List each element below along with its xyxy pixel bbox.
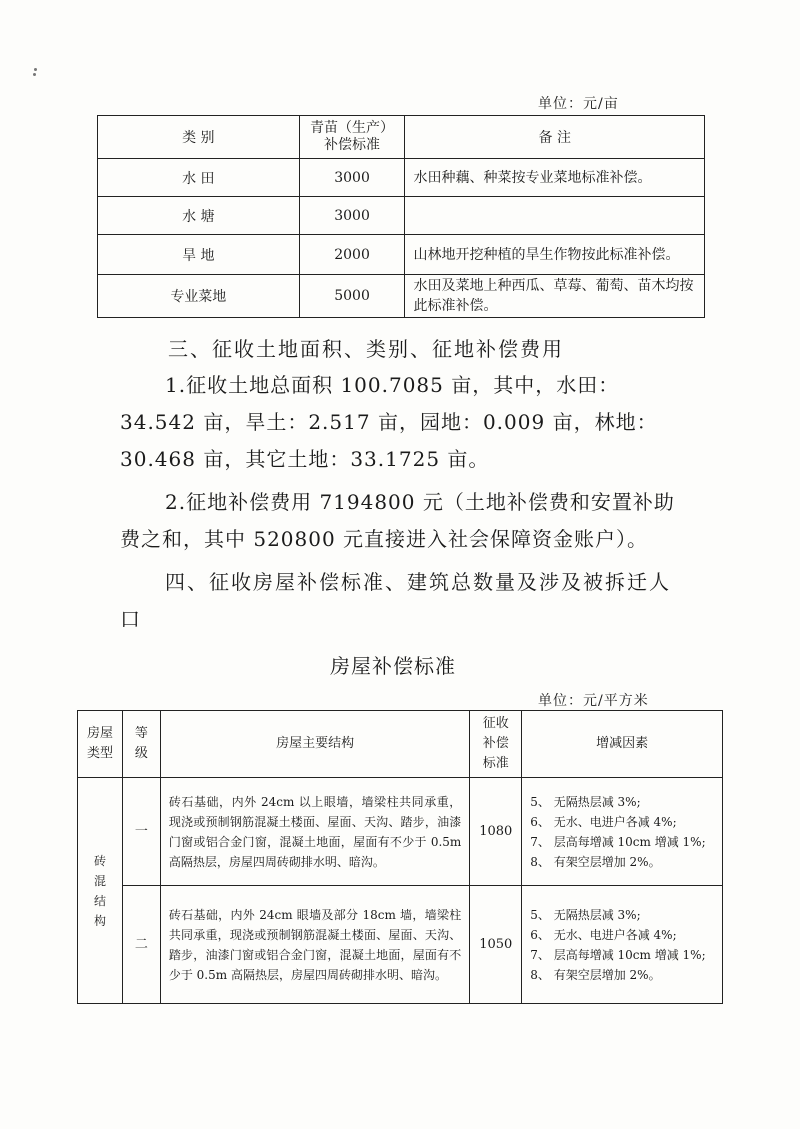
row-factors: [522, 778, 723, 886]
scan-speck: [34, 68, 37, 71]
row-note: [405, 197, 705, 235]
factor-item: 7、 层高每增减 10cm 增减 1%;: [530, 834, 706, 849]
section-4-heading: 四、征收房屋补偿标准、建筑总数量及涉及被拆迁人口: [120, 570, 671, 631]
table-row: [78, 778, 723, 886]
unit-label-1: 单位：元/亩: [538, 96, 619, 112]
header-amount: 青苗（生产） 补偿标准: [299, 116, 405, 159]
factor-item: 8、 有架空层增加 2%。: [530, 967, 661, 982]
row-note: 水田及菜地上种西瓜、草莓、葡萄、苗木均按此标准补偿。: [405, 275, 705, 318]
section-3-heading: 三、征收土地面积、类别、征地补偿费用: [168, 337, 564, 361]
row-amount: 3000: [299, 197, 405, 235]
unit-label-2: 单位：元/平方米: [538, 693, 649, 709]
house-compensation-table: [77, 710, 723, 1004]
row-category: 旱 地: [98, 235, 300, 275]
table-row: [98, 235, 705, 275]
factor-item: 5、 无隔热层减 3%;: [530, 794, 641, 809]
header-structure: 房屋主要结构: [160, 711, 469, 778]
scan-speck: [33, 73, 36, 76]
factor-item: 7、 层高每增减 10cm 增减 1%;: [530, 947, 706, 962]
factor-item: 8、 有架空层增加 2%。: [530, 854, 661, 869]
row-category: 水 田: [98, 159, 300, 197]
factor-item: 5、 无隔热层减 3%;: [530, 907, 641, 922]
house-table-title: 房屋补偿标准: [330, 654, 456, 678]
header-house-type: 房屋 类型: [78, 711, 123, 778]
table-row: [98, 159, 705, 197]
header-standard: 征收 补偿 标准: [470, 711, 522, 778]
factor-item: 6、 无水、电进户各减 4%;: [530, 814, 677, 829]
section-3-paragraph-2: 2.征地补偿费用 7194800 元（土地补偿费和安置补助费之和，其中 520800 元直接进入社会保障资金账户）。: [120, 490, 675, 551]
row-structure: 砖石基础，内外 24cm 以上眼墙，墙梁柱共同承重，现浇或预制钢筋混凝土楼面、屋面、天沟、踏步，油漆门窗或铝合金门窗，混凝土地面，屋面有不少于 0.5m 高隔热层，房屋四周砖砌排水明、暗沟。: [160, 778, 469, 886]
house-type-cell: 砖 混 结 构: [78, 778, 123, 1004]
factor-item: 6、 无水、电进户各减 4%;: [530, 927, 677, 942]
row-category: 水 塘: [98, 197, 300, 235]
header-grade: 等 级: [122, 711, 160, 778]
row-amount: 2000: [299, 235, 405, 275]
table-row: [98, 275, 705, 318]
row-standard: 1080: [470, 778, 522, 886]
row-standard: 1050: [470, 886, 522, 1004]
row-note: 山林地开挖种植的旱生作物按此标准补偿。: [405, 235, 705, 275]
table-row: [98, 197, 705, 235]
row-factors: [522, 886, 723, 1004]
header-note: 备 注: [405, 116, 705, 159]
row-note: 水田种藕、种菜按专业菜地标准补偿。: [405, 159, 705, 197]
row-grade: 一: [122, 778, 160, 886]
row-amount: 5000: [299, 275, 405, 318]
table-header-row: [78, 711, 723, 778]
section-3-paragraph-1: 1.征收土地总面积 100.7085 亩，其中，水田：34.542 亩，旱土：2.517 亩，园地：0.009 亩，林地：30.468 亩，其它土地：33.1725 亩。: [120, 373, 658, 471]
row-structure: 砖石基础，内外 24cm 眼墙及部分 18cm 墙，墙梁柱共同承重，现浇或预制钢筋混凝土楼面、屋面、天沟、踏步，油漆门窗或铝合金门窗，混凝土地面，屋面有不少于 0.5m 高隔热层，房屋四周砖砌排水明、暗沟。: [160, 886, 469, 1004]
row-amount: 3000: [299, 159, 405, 197]
table-row: [78, 886, 723, 1004]
header-category: 类 别: [98, 116, 300, 159]
header-factors: 增减因素: [522, 711, 723, 778]
row-category: 专业菜地: [98, 275, 300, 318]
table-header-row: [98, 116, 705, 159]
seedling-compensation-table: [97, 115, 705, 318]
row-grade: 二: [122, 886, 160, 1004]
